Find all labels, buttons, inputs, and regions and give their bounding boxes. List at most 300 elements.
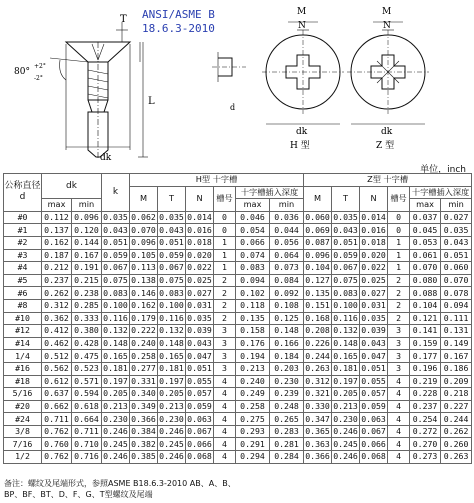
table-cell: 0.066 xyxy=(236,236,270,249)
table-cell: 0.249 xyxy=(236,388,270,401)
table-cell: 0.197 xyxy=(103,375,128,386)
table-cell: 3 xyxy=(388,350,410,363)
table-cell: 0.096 xyxy=(131,237,156,248)
table-cell: 0.294 xyxy=(236,451,270,464)
table-cell: 0.059 xyxy=(361,400,386,411)
table-cell: 0.083 xyxy=(333,287,358,298)
table-cell: 0.246 xyxy=(333,426,358,437)
table-cell: 0.148 xyxy=(159,338,184,349)
table-cell: 0.213 xyxy=(159,400,184,411)
table-cell: 0.382 xyxy=(131,438,156,449)
table-cell: 0.283 xyxy=(270,425,304,438)
table-cell: 0.118 xyxy=(236,299,270,312)
table-cell: 3 xyxy=(388,337,410,350)
cell-nominal: #12 xyxy=(4,325,42,338)
table-cell: 0.205 xyxy=(333,388,358,399)
table-cell: 0.179 xyxy=(131,312,156,323)
table-row xyxy=(4,211,472,224)
table-row xyxy=(4,287,472,300)
table-cell: 0.209 xyxy=(441,375,472,388)
table-cell: 0.244 xyxy=(305,350,330,361)
cell-nominal: #16 xyxy=(4,362,42,375)
table-cell: 0.165 xyxy=(103,350,128,361)
table-cell: 0.181 xyxy=(159,363,184,374)
table-cell: 0.512 xyxy=(42,350,72,363)
table-cell: 3 xyxy=(214,362,236,375)
table-cell: 0.120 xyxy=(72,224,102,237)
table-row xyxy=(4,400,472,413)
table-row xyxy=(4,451,472,464)
table-cell: 0.167 xyxy=(72,249,102,262)
table-cell: 0.088 xyxy=(410,287,441,300)
table-cell: 0.349 xyxy=(131,400,156,411)
label-N-z: N xyxy=(383,21,391,31)
cell-nominal: 1/2 xyxy=(4,451,42,464)
table-cell: 0.177 xyxy=(410,350,441,363)
table-cell: 4 xyxy=(388,400,410,413)
table-cell: 0.067 xyxy=(159,262,184,273)
table-cell: 3 xyxy=(214,337,236,350)
table-cell: 0.069 xyxy=(305,224,330,235)
table-cell: 0.067 xyxy=(103,262,128,273)
table-cell: 0.070 xyxy=(410,262,441,275)
table-cell: 4 xyxy=(214,425,236,438)
header-h-depth: 十字槽插入深度 xyxy=(236,186,304,199)
table-cell: 1 xyxy=(214,249,236,262)
table-cell: 0.051 xyxy=(187,363,212,374)
table-cell: 0.238 xyxy=(72,287,102,300)
header-h-t: T xyxy=(158,186,186,211)
table-cell: 0.523 xyxy=(72,362,102,375)
table-cell: 0.131 xyxy=(441,325,472,338)
z-type-head xyxy=(347,22,429,124)
table-cell: 0.068 xyxy=(187,451,212,462)
table-cell: 0.365 xyxy=(305,426,330,437)
header-z-group: Z型 十字槽 xyxy=(304,174,472,187)
table-cell: 0.037 xyxy=(410,211,441,224)
label-angle: 80° xyxy=(14,67,30,77)
cell-nominal: 5/16 xyxy=(4,388,42,401)
header-z-n: N xyxy=(360,186,388,211)
table-cell: 0.331 xyxy=(131,375,156,386)
table-row xyxy=(4,388,472,401)
label-dk-side: dk xyxy=(100,153,112,160)
table-cell: 0.102 xyxy=(236,287,270,300)
header-h-n: N xyxy=(186,186,214,211)
table-cell: 0.240 xyxy=(131,338,156,349)
table-cell: 0.205 xyxy=(103,388,128,399)
table-cell: 0 xyxy=(214,211,236,224)
cell-nominal: #14 xyxy=(4,337,42,350)
table-cell: 0.212 xyxy=(42,262,72,275)
table-cell: 0.168 xyxy=(305,312,330,323)
table-cell: 0.716 xyxy=(72,451,102,464)
table-cell: 0.043 xyxy=(361,338,386,349)
label-T: T xyxy=(120,14,127,25)
table-cell: 0.044 xyxy=(270,224,304,237)
table-cell: 0.637 xyxy=(42,388,72,401)
table-cell: 4 xyxy=(388,375,410,388)
table-cell: 0.018 xyxy=(187,237,212,248)
table-cell: 0.060 xyxy=(305,212,330,223)
table-body xyxy=(4,211,472,463)
header-dk-min: min xyxy=(72,199,102,212)
header-nominal xyxy=(4,174,42,212)
table-cell: 0.116 xyxy=(333,312,358,323)
table-cell: 3 xyxy=(214,350,236,363)
cell-nominal: 3/8 xyxy=(4,425,42,438)
table-cell: 0.116 xyxy=(103,312,128,323)
table-cell: 0.080 xyxy=(410,274,441,287)
table-cell: 0.312 xyxy=(42,299,72,312)
table-cell: 0.246 xyxy=(159,451,184,462)
header-dk-max: max xyxy=(42,199,72,212)
table-cell: 0.240 xyxy=(236,375,270,388)
table-cell: 0.166 xyxy=(270,337,304,350)
table-cell: 0.245 xyxy=(103,438,128,449)
table-cell: 0.063 xyxy=(187,413,212,424)
table-cell: 0.237 xyxy=(410,400,441,413)
table-cell: 0.067 xyxy=(361,426,386,437)
screw-side-view xyxy=(50,22,148,160)
table-cell: 0.137 xyxy=(42,224,72,237)
table-cell: 0.213 xyxy=(236,362,270,375)
cell-nominal: 1/4 xyxy=(4,350,42,363)
table-cell: 0.222 xyxy=(131,325,156,336)
table-cell: 0.075 xyxy=(333,275,358,286)
table-cell: 0.112 xyxy=(42,211,72,224)
table-cell: 0.230 xyxy=(103,413,128,424)
table-row xyxy=(4,438,472,451)
header-z-m: M xyxy=(304,186,332,211)
table-cell: 0.083 xyxy=(236,262,270,275)
table-row xyxy=(4,236,472,249)
table-cell: 0.245 xyxy=(159,438,184,449)
table-cell: 0.272 xyxy=(410,425,441,438)
table-cell: 0.165 xyxy=(333,350,358,361)
table-cell: 1 xyxy=(214,236,236,249)
table-cell: 0.277 xyxy=(131,363,156,374)
table-row xyxy=(4,337,472,350)
cell-nominal: #24 xyxy=(4,413,42,426)
cell-nominal: #5 xyxy=(4,274,42,287)
table-cell: 0.067 xyxy=(333,262,358,273)
table-cell: 0.096 xyxy=(305,249,330,260)
label-angle-tol2: -2° xyxy=(34,75,43,82)
table-cell: 4 xyxy=(388,438,410,451)
table-cell: 0.148 xyxy=(333,338,358,349)
cell-nominal: #6 xyxy=(4,287,42,300)
table-cell: 0.612 xyxy=(42,375,72,388)
cell-nominal: #4 xyxy=(4,262,42,275)
table-cell: 0.165 xyxy=(159,350,184,361)
table-cell: 0.181 xyxy=(103,363,128,374)
table-cell: 3 xyxy=(388,325,410,338)
table-cell: 0.246 xyxy=(159,426,184,437)
table-cell: 0.330 xyxy=(305,400,330,411)
table-cell: 0.194 xyxy=(236,350,270,363)
table-cell: 0.043 xyxy=(441,236,472,249)
table-cell: 0.053 xyxy=(410,236,441,249)
table-cell: 0.760 xyxy=(42,438,72,451)
label-L: L xyxy=(148,96,155,107)
table-cell: 0.062 xyxy=(131,212,156,223)
table-cell: 2 xyxy=(214,299,236,312)
table-cell: 0.051 xyxy=(159,237,184,248)
cell-nominal: #2 xyxy=(4,236,42,249)
table-cell: 0.016 xyxy=(187,224,212,235)
table-cell: 0.262 xyxy=(42,287,72,300)
label-dk-h: dk xyxy=(296,127,308,137)
table-cell: 0.366 xyxy=(305,451,330,462)
table-cell: 0.070 xyxy=(441,274,472,287)
table-cell: 0.711 xyxy=(72,425,102,438)
table-cell: 0.384 xyxy=(131,426,156,437)
table-cell: 4 xyxy=(388,451,410,464)
table-cell: 0.196 xyxy=(410,362,441,375)
table-cell: 0.035 xyxy=(159,212,184,223)
table-cell: 0.035 xyxy=(187,312,212,323)
table-cell: 0.132 xyxy=(103,325,128,336)
table-cell: 0.111 xyxy=(441,312,472,325)
table-cell: 0.064 xyxy=(270,249,304,262)
table-cell: 0 xyxy=(388,224,410,237)
table-cell: 2 xyxy=(388,299,410,312)
table-row xyxy=(4,249,472,262)
table-cell: 0.363 xyxy=(305,438,330,449)
table-cell: 0.347 xyxy=(305,413,330,424)
table-cell: 0.273 xyxy=(410,451,441,464)
table-cell: 0.244 xyxy=(441,413,472,426)
table-cell: 0.094 xyxy=(236,274,270,287)
table-cell: 0.132 xyxy=(333,325,358,336)
table-cell: 0 xyxy=(214,224,236,237)
table-cell: 0.036 xyxy=(270,211,304,224)
table-cell: 0.020 xyxy=(187,249,212,260)
table-cell: 0.263 xyxy=(305,363,330,374)
table-cell: 0.070 xyxy=(131,224,156,235)
table-cell: 0.127 xyxy=(305,275,330,286)
header-h-min: min xyxy=(270,199,304,212)
table-cell: 0.208 xyxy=(305,325,330,336)
header-z-min: min xyxy=(441,199,472,212)
table-cell: 4 xyxy=(214,400,236,413)
table-row xyxy=(4,299,472,312)
table-cell: 0.333 xyxy=(72,312,102,325)
table-cell: 0.067 xyxy=(187,426,212,437)
table-cell: 0.075 xyxy=(103,275,128,286)
table-cell: 2 xyxy=(388,312,410,325)
table-cell: 0.074 xyxy=(236,249,270,262)
table-cell: 0.237 xyxy=(42,274,72,287)
table-cell: 0.057 xyxy=(187,388,212,399)
table-cell: 0.031 xyxy=(361,300,386,311)
cell-nominal: 7/16 xyxy=(4,438,42,451)
table-cell: 0.018 xyxy=(361,237,386,248)
table-cell: 0.105 xyxy=(131,249,156,260)
table-cell: 0.135 xyxy=(305,287,330,298)
table-cell: 0.016 xyxy=(361,224,386,235)
table-cell: 0.213 xyxy=(103,400,128,411)
table-cell: 0.258 xyxy=(131,350,156,361)
table-row xyxy=(4,224,472,237)
table-cell: 0.148 xyxy=(103,338,128,349)
table-cell: 0 xyxy=(388,211,410,224)
table-cell: 0.246 xyxy=(103,426,128,437)
table-row xyxy=(4,312,472,325)
table-cell: 4 xyxy=(388,425,410,438)
table-cell: 0.075 xyxy=(159,275,184,286)
table-cell: 0.059 xyxy=(333,249,358,260)
table-cell: 1 xyxy=(214,262,236,275)
label-dk-z: dk xyxy=(381,127,393,137)
table-cell: 0.063 xyxy=(361,413,386,424)
table-cell: 0.262 xyxy=(441,425,472,438)
header-z-slot: 槽号 xyxy=(388,186,410,211)
table-cell: 0.025 xyxy=(187,275,212,286)
cell-nominal: #8 xyxy=(4,299,42,312)
table-cell: 0.219 xyxy=(410,375,441,388)
table-row xyxy=(4,325,472,338)
table-cell: 0.020 xyxy=(361,249,386,260)
table-cell: 0.321 xyxy=(305,388,330,399)
header-h-m: M xyxy=(130,186,158,211)
table-cell: 0.197 xyxy=(159,375,184,386)
note-line-2: BP、BF、BT、D、F、G、T型螺纹及尾端 xyxy=(4,490,153,499)
dimensions-table xyxy=(3,173,472,464)
table-cell: 0.094 xyxy=(441,299,472,312)
table-cell: 0.412 xyxy=(42,325,72,338)
table-row xyxy=(4,350,472,363)
cell-nominal: #18 xyxy=(4,375,42,388)
header-h-max: max xyxy=(236,199,270,212)
header-d-text: d xyxy=(19,192,26,203)
table-cell: 0.475 xyxy=(72,350,102,363)
table-cell: 0.186 xyxy=(441,362,472,375)
cell-nominal: #0 xyxy=(4,211,42,224)
table-cell: 0.218 xyxy=(441,388,472,401)
table-cell: 0.158 xyxy=(236,325,270,338)
header-nominal-text: 公称直径 xyxy=(4,181,41,192)
h-type-head xyxy=(262,22,344,124)
table-cell: 0.100 xyxy=(159,300,184,311)
table-cell: 0.230 xyxy=(270,375,304,388)
table-cell: 0.184 xyxy=(270,350,304,363)
header-h-slot: 槽号 xyxy=(214,186,236,211)
table-cell: 0.061 xyxy=(410,249,441,262)
table-cell: 0.618 xyxy=(72,400,102,413)
table-cell: 0.230 xyxy=(159,413,184,424)
table-cell: 0.254 xyxy=(410,413,441,426)
table-cell: 0.293 xyxy=(236,425,270,438)
label-h-type: H 型 xyxy=(290,141,310,151)
table-cell: 0.132 xyxy=(159,325,184,336)
table-cell: 0.087 xyxy=(305,237,330,248)
table-cell: 2 xyxy=(388,287,410,300)
table-cell: 0.078 xyxy=(441,287,472,300)
table-cell: 0.167 xyxy=(441,350,472,363)
table-cell: 1 xyxy=(388,262,410,275)
table-cell: 0.176 xyxy=(236,337,270,350)
cell-nominal: #20 xyxy=(4,400,42,413)
table-cell: 0.144 xyxy=(72,236,102,249)
table-cell: 2 xyxy=(214,312,236,325)
table-cell: 0.362 xyxy=(42,312,72,325)
table-cell: 0.051 xyxy=(361,363,386,374)
table-cell: 0.059 xyxy=(103,249,128,260)
table-cell: 0.104 xyxy=(305,262,330,273)
table-cell: 0.051 xyxy=(441,249,472,262)
table-cell: 0.215 xyxy=(72,274,102,287)
table-cell: 0.197 xyxy=(333,375,358,386)
table-cell: 0.662 xyxy=(42,400,72,413)
header-z-depth: 十字槽插入深度 xyxy=(410,186,472,199)
table-cell: 0.056 xyxy=(270,236,304,249)
table-cell: 0.068 xyxy=(361,451,386,462)
table-cell: 4 xyxy=(214,451,236,464)
label-M-h: M xyxy=(297,7,307,17)
table-cell: 0.022 xyxy=(187,262,212,273)
header-z-max: max xyxy=(410,199,441,212)
table-row xyxy=(4,375,472,388)
table-cell: 0.149 xyxy=(441,337,472,350)
label-z-type: Z 型 xyxy=(376,141,395,151)
standard-line-1: ANSI/ASME B xyxy=(142,8,215,21)
header-z-t: T xyxy=(332,186,360,211)
table-cell: 0.248 xyxy=(270,400,304,413)
table-cell: 0.239 xyxy=(270,388,304,401)
table-row xyxy=(4,362,472,375)
table-cell: 4 xyxy=(214,388,236,401)
table-cell: 0.027 xyxy=(187,287,212,298)
table-cell: 4 xyxy=(388,388,410,401)
table-cell: 0.022 xyxy=(361,262,386,273)
table-cell: 0.083 xyxy=(159,287,184,298)
standard-line-2: 18.6.3-2010 xyxy=(142,22,215,35)
table-cell: 0.043 xyxy=(159,224,184,235)
table-cell: 1 xyxy=(388,249,410,262)
table-cell: 0.762 xyxy=(42,425,72,438)
table-cell: 0.312 xyxy=(305,375,330,386)
table-cell: 0.047 xyxy=(187,350,212,361)
table-cell: 3 xyxy=(214,325,236,338)
table-cell: 0.428 xyxy=(72,337,102,350)
table-cell: 4 xyxy=(214,413,236,426)
table-cell: 0.562 xyxy=(42,362,72,375)
table-cell: 0.100 xyxy=(103,300,128,311)
note-line-1: 备注：螺纹及尾端形式，参照ASME B18.6.3-2010 AB、A、B、 xyxy=(4,479,236,488)
table-cell: 0.035 xyxy=(333,212,358,223)
table-cell: 0.340 xyxy=(131,388,156,399)
header-dk: dk xyxy=(42,174,102,199)
table-cell: 0.230 xyxy=(333,413,358,424)
table-cell: 0.138 xyxy=(131,275,156,286)
table-cell: 0.025 xyxy=(361,275,386,286)
table-cell: 0.059 xyxy=(187,400,212,411)
table-cell: 4 xyxy=(214,438,236,451)
table-cell: 0.096 xyxy=(72,211,102,224)
table-cell: 0.291 xyxy=(236,438,270,451)
cell-nominal: #3 xyxy=(4,249,42,262)
table-cell: 0.100 xyxy=(333,300,358,311)
label-angle-tol: +2° xyxy=(34,63,46,70)
table-cell: 0.285 xyxy=(72,299,102,312)
table-cell: 0.108 xyxy=(270,299,304,312)
table-cell: 0.014 xyxy=(187,212,212,223)
table-cell: 0.260 xyxy=(441,438,472,451)
table-cell: 0.664 xyxy=(72,413,102,426)
table-cell: 0.246 xyxy=(103,451,128,462)
